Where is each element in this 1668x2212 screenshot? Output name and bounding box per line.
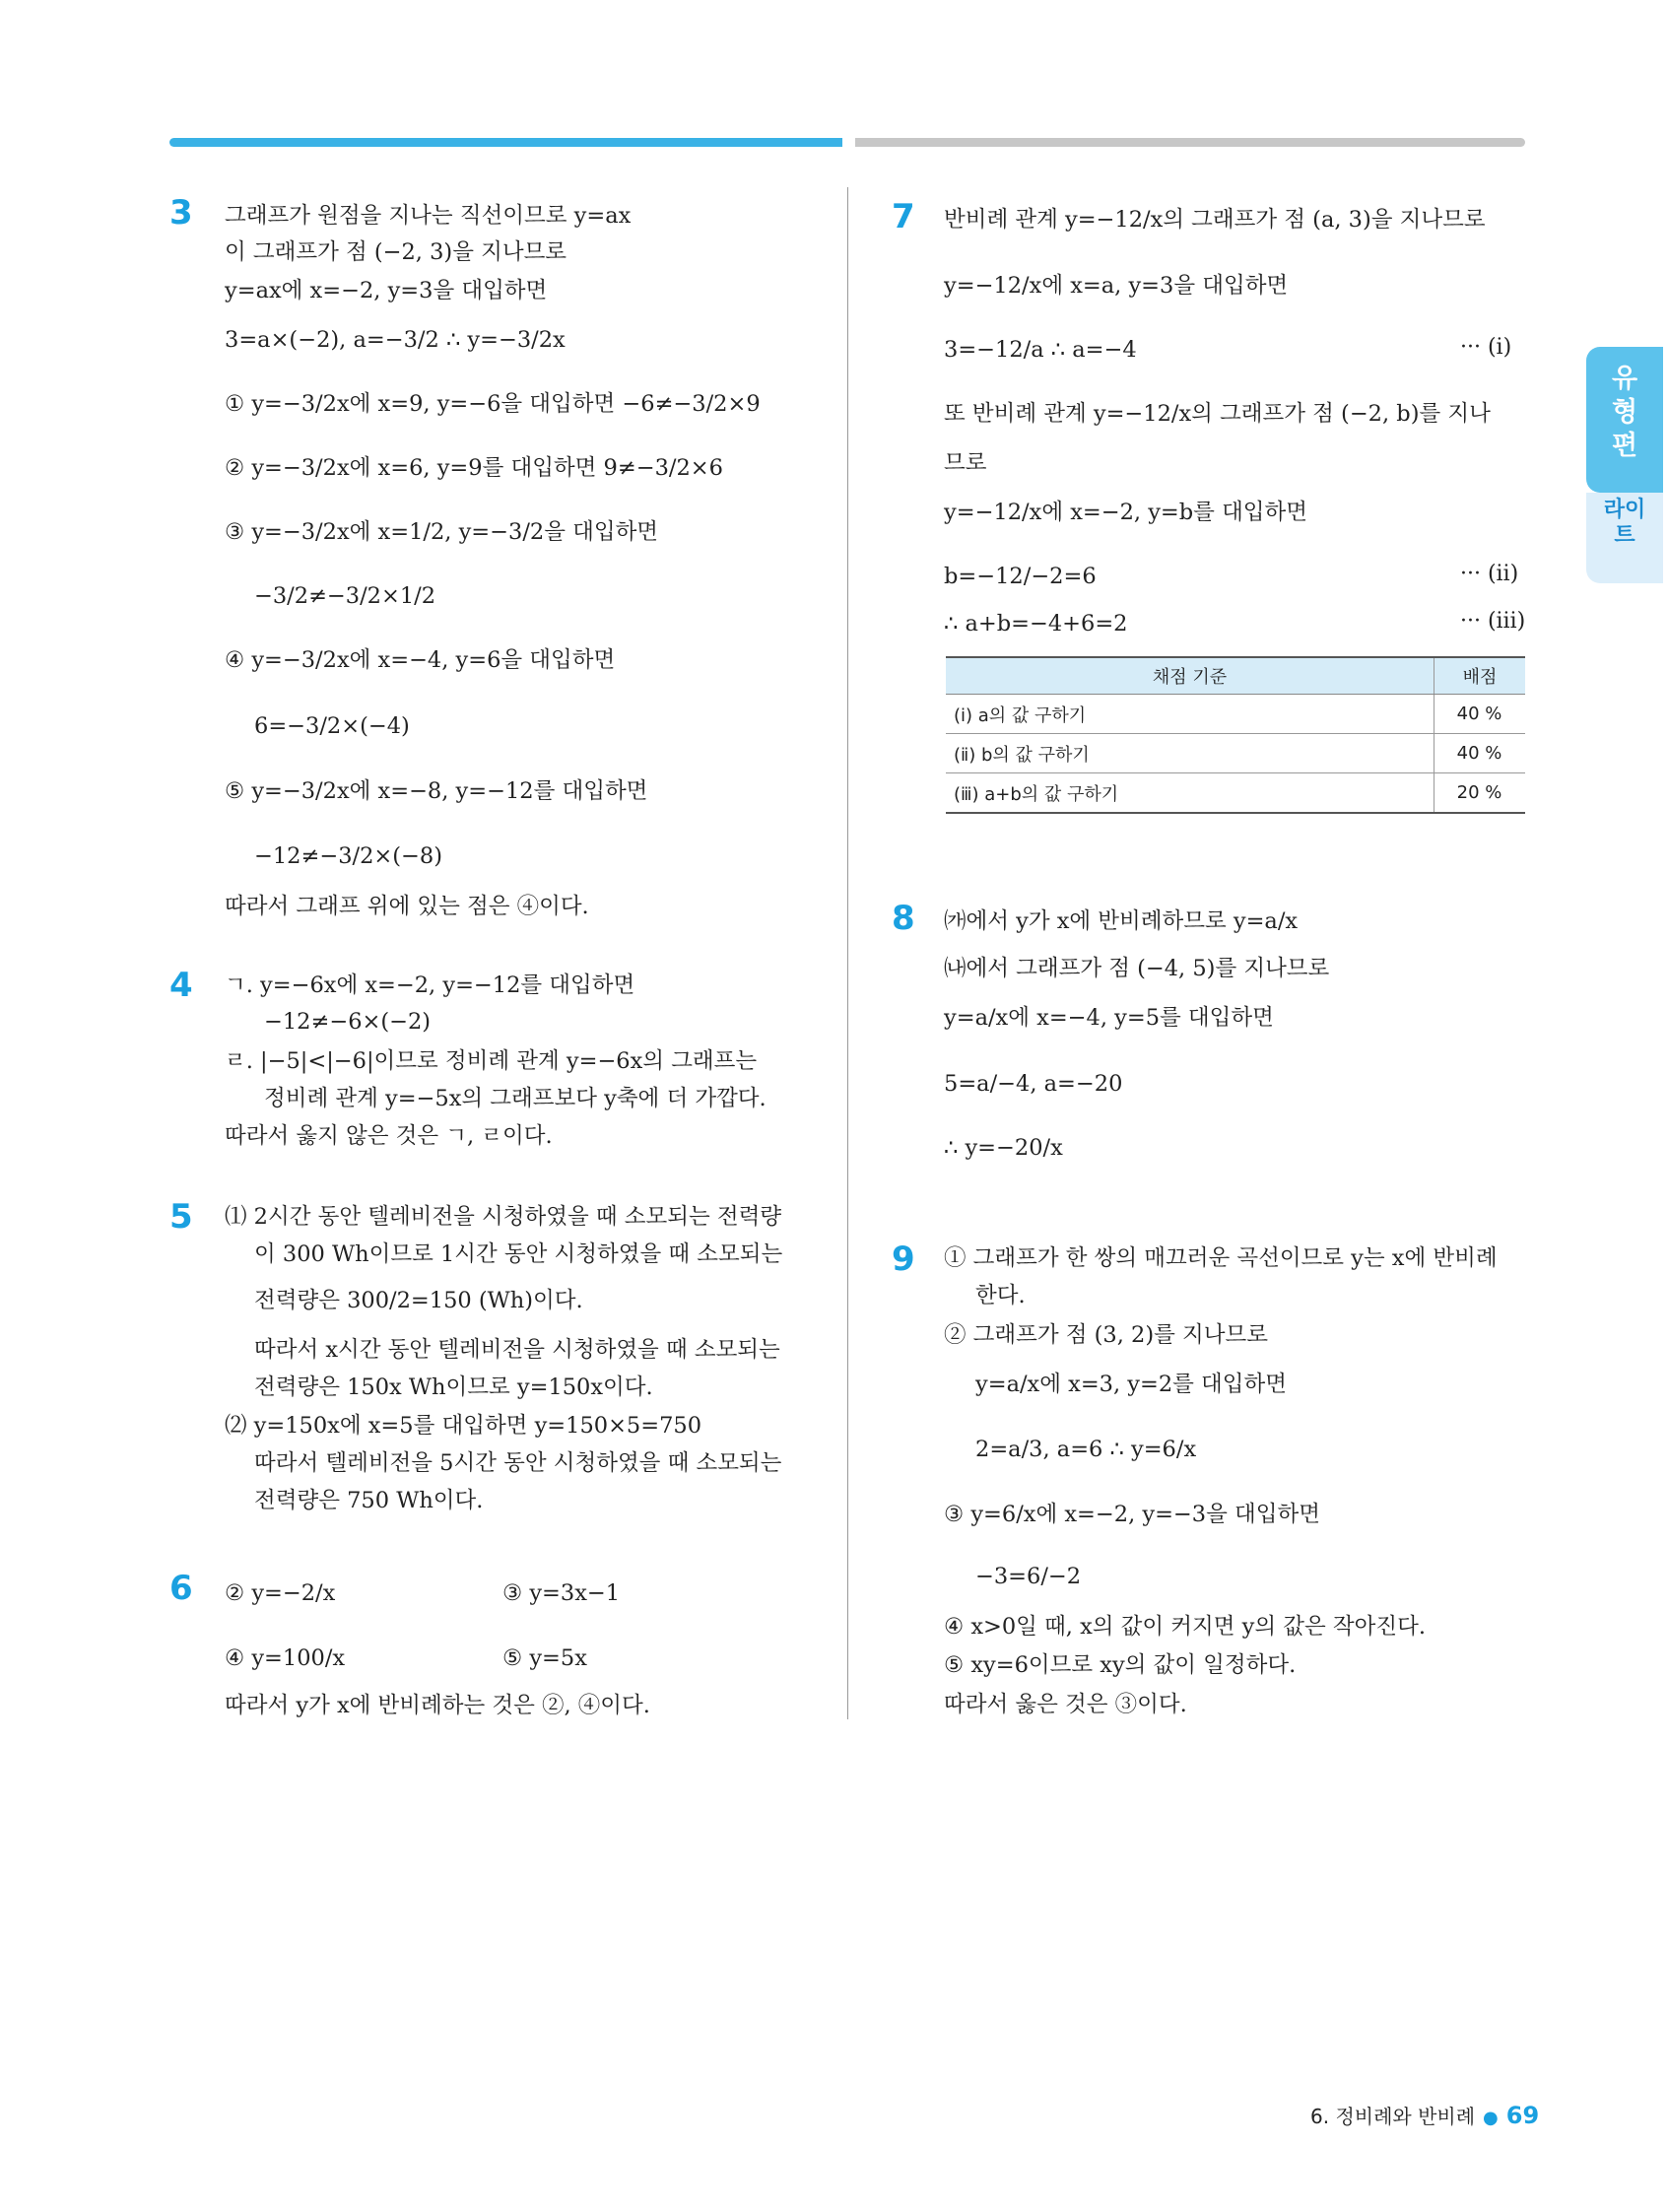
q7-line: y=−12/x에 x=−2, y=b를 대입하면 (944, 500, 1308, 525)
q5-line: ⑴ 2시간 동안 텔레비전을 시청하였을 때 소모되는 전력량 (225, 1204, 782, 1230)
q5-line: 따라서 텔레비전을 5시간 동안 시청하였을 때 소모되는 (254, 1450, 782, 1476)
header-bar-left (169, 138, 842, 147)
q9-line: −3=6/−2 (975, 1564, 1082, 1589)
table-header-points: 배점 (1434, 657, 1526, 695)
q7-line: ∴ a+b=−4+6=2 (944, 611, 1128, 637)
q5-line: 이 300 Wh이므로 1시간 동안 시청하였을 때 소모되는 (254, 1241, 783, 1267)
q6-choice: ④ y=100/x (225, 1645, 346, 1671)
question-number: 5 (169, 1197, 193, 1237)
q5-line: 전력량은 300/2=150 (Wh)이다. (254, 1288, 583, 1313)
q4-line: 정비례 관계 y=−5x의 그래프보다 y축에 더 가깝다. (264, 1086, 767, 1111)
q3-line: 이 그래프가 점 (−2, 3)을 지나므로 (225, 239, 567, 265)
page-number: 69 (1505, 2102, 1540, 2129)
q8-line: ㈎에서 y가 x에 반비례하므로 y=a/x (944, 908, 1299, 934)
page-footer (1310, 2101, 1539, 2129)
q6-choice: ③ y=3x−1 (502, 1580, 621, 1606)
criteria-cell: (ⅲ) a+b의 값 구하기 (946, 773, 1434, 814)
q4-line: ㄱ. y=−6x에 x=−2, y=−12를 대입하면 (225, 972, 635, 998)
q5-line: 전력량은 750 Wh이다. (254, 1488, 484, 1513)
q8-line: ㈏에서 그래프가 점 (−4, 5)를 지나므로 (944, 956, 1330, 981)
table-header-criteria: 채점 기준 (946, 657, 1434, 695)
q3-line: y=ax에 x=−2, y=3을 대입하면 (225, 278, 548, 303)
side-tab-sub-label: 라이트 (1603, 498, 1646, 548)
criteria-cell: (ⅱ) b의 값 구하기 (946, 734, 1434, 773)
q9-line: 2=a/3, a=6 ∴ y=6/x (975, 1437, 1197, 1462)
q3-line: 3=a×(−2), a=−3/2 ∴ y=−3/2x (225, 327, 566, 353)
q9-line: y=a/x에 x=3, y=2를 대입하면 (975, 1372, 1288, 1397)
q3-line: −12≠−3/2×(−8) (254, 843, 442, 869)
q3-line: 따라서 그래프 위에 있는 점은 ④이다. (225, 894, 589, 919)
q4-line: −12≠−6×(−2) (264, 1009, 432, 1035)
q3-line: ④ y=−3/2x에 x=−4, y=6을 대입하면 (225, 647, 616, 673)
q7-line: 또 반비례 관계 y=−12/x의 그래프가 점 (−2, b)를 지나 (944, 401, 1491, 427)
q3-line: 6=−3/2×(−4) (254, 713, 410, 739)
q4-line: ㄹ. |−5|<|−6|이므로 정비례 관계 y=−6x의 그래프는 (225, 1048, 758, 1074)
table-row (946, 695, 1525, 734)
question-number: 3 (169, 193, 193, 233)
q3-line: ② y=−3/2x에 x=6, y=9를 대입하면 9≠−3/2×6 (225, 455, 723, 481)
question-number: 6 (169, 1569, 193, 1608)
chapter-title: 6. 정비례와 반비례 (1310, 2105, 1476, 2128)
q5-line: 따라서 x시간 동안 텔레비전을 시청하였을 때 소모되는 (254, 1337, 780, 1363)
q9-line: 한다. (975, 1283, 1026, 1308)
question-number: 9 (892, 1240, 915, 1279)
q3-line: ③ y=−3/2x에 x=1/2, y=−3/2을 대입하면 (225, 519, 659, 545)
q9-line: ③ y=6/x에 x=−2, y=−3을 대입하면 (944, 1502, 1320, 1527)
q7-line: 반비례 관계 y=−12/x의 그래프가 점 (a, 3)을 지나므로 (944, 207, 1486, 233)
q7-line: y=−12/x에 x=a, y=3을 대입하면 (944, 273, 1289, 299)
q5-line: ⑵ y=150x에 x=5를 대입하면 y=150×5=750 (225, 1413, 702, 1439)
q6-choice: ⑤ y=5x (502, 1645, 587, 1671)
header-bar-right (855, 138, 1525, 147)
q7-line: 3=−12/a ∴ a=−4 (944, 337, 1137, 363)
step-marker: ··· (ⅱ) (1460, 562, 1519, 586)
q7-line: b=−12/−2=6 (944, 564, 1097, 589)
question-number: 4 (169, 966, 193, 1005)
scoring-table (946, 656, 1525, 814)
q8-line: y=a/x에 x=−4, y=5를 대입하면 (944, 1005, 1274, 1031)
table-row (946, 773, 1525, 814)
q5-line: 전력량은 150x Wh이므로 y=150x이다. (254, 1374, 653, 1400)
q7-line: 므로 (944, 450, 987, 476)
q8-line: 5=a/−4, a=−20 (944, 1071, 1123, 1097)
table-row (946, 734, 1525, 773)
points-cell: 40 % (1434, 695, 1526, 734)
points-cell: 20 % (1434, 773, 1526, 814)
q9-line: ② 그래프가 점 (3, 2)를 지나므로 (944, 1322, 1268, 1348)
q3-line: ① y=−3/2x에 x=9, y=−6을 대입하면 −6≠−3/2×9 (225, 391, 761, 417)
q9-line: 따라서 옳은 것은 ③이다. (944, 1692, 1187, 1717)
step-marker: ··· (ⅲ) (1460, 609, 1526, 634)
question-number: 8 (892, 899, 915, 938)
column-divider (847, 187, 848, 1719)
q3-line: 그래프가 원점을 지나는 직선이므로 y=ax (225, 203, 632, 229)
question-number: 7 (892, 197, 915, 236)
step-marker: ··· (ⅰ) (1460, 335, 1512, 360)
points-cell: 40 % (1434, 734, 1526, 773)
side-tab-main-label: 유형편 (1611, 364, 1638, 461)
criteria-cell: (ⅰ) a의 값 구하기 (946, 695, 1434, 734)
bullet-icon: ● (1483, 2108, 1499, 2128)
q8-line: ∴ y=−20/x (944, 1135, 1063, 1161)
table-header-row (946, 657, 1525, 695)
q9-line: ⑤ xy=6이므로 xy의 값이 일정하다. (944, 1652, 1297, 1678)
q9-line: ④ x>0일 때, x의 값이 커지면 y의 값은 작아진다. (944, 1614, 1426, 1640)
q6-choice: ② y=−2/x (225, 1580, 336, 1606)
q3-line: −3/2≠−3/2×1/2 (254, 583, 436, 609)
q3-line: ⑤ y=−3/2x에 x=−8, y=−12를 대입하면 (225, 778, 648, 804)
q4-line: 따라서 옳지 않은 것은 ㄱ, ㄹ이다. (225, 1123, 553, 1149)
q9-line: ① 그래프가 한 쌍의 매끄러운 곡선이므로 y는 x에 반비례 (944, 1245, 1498, 1271)
q6-line: 따라서 y가 x에 반비례하는 것은 ②, ④이다. (225, 1693, 650, 1718)
